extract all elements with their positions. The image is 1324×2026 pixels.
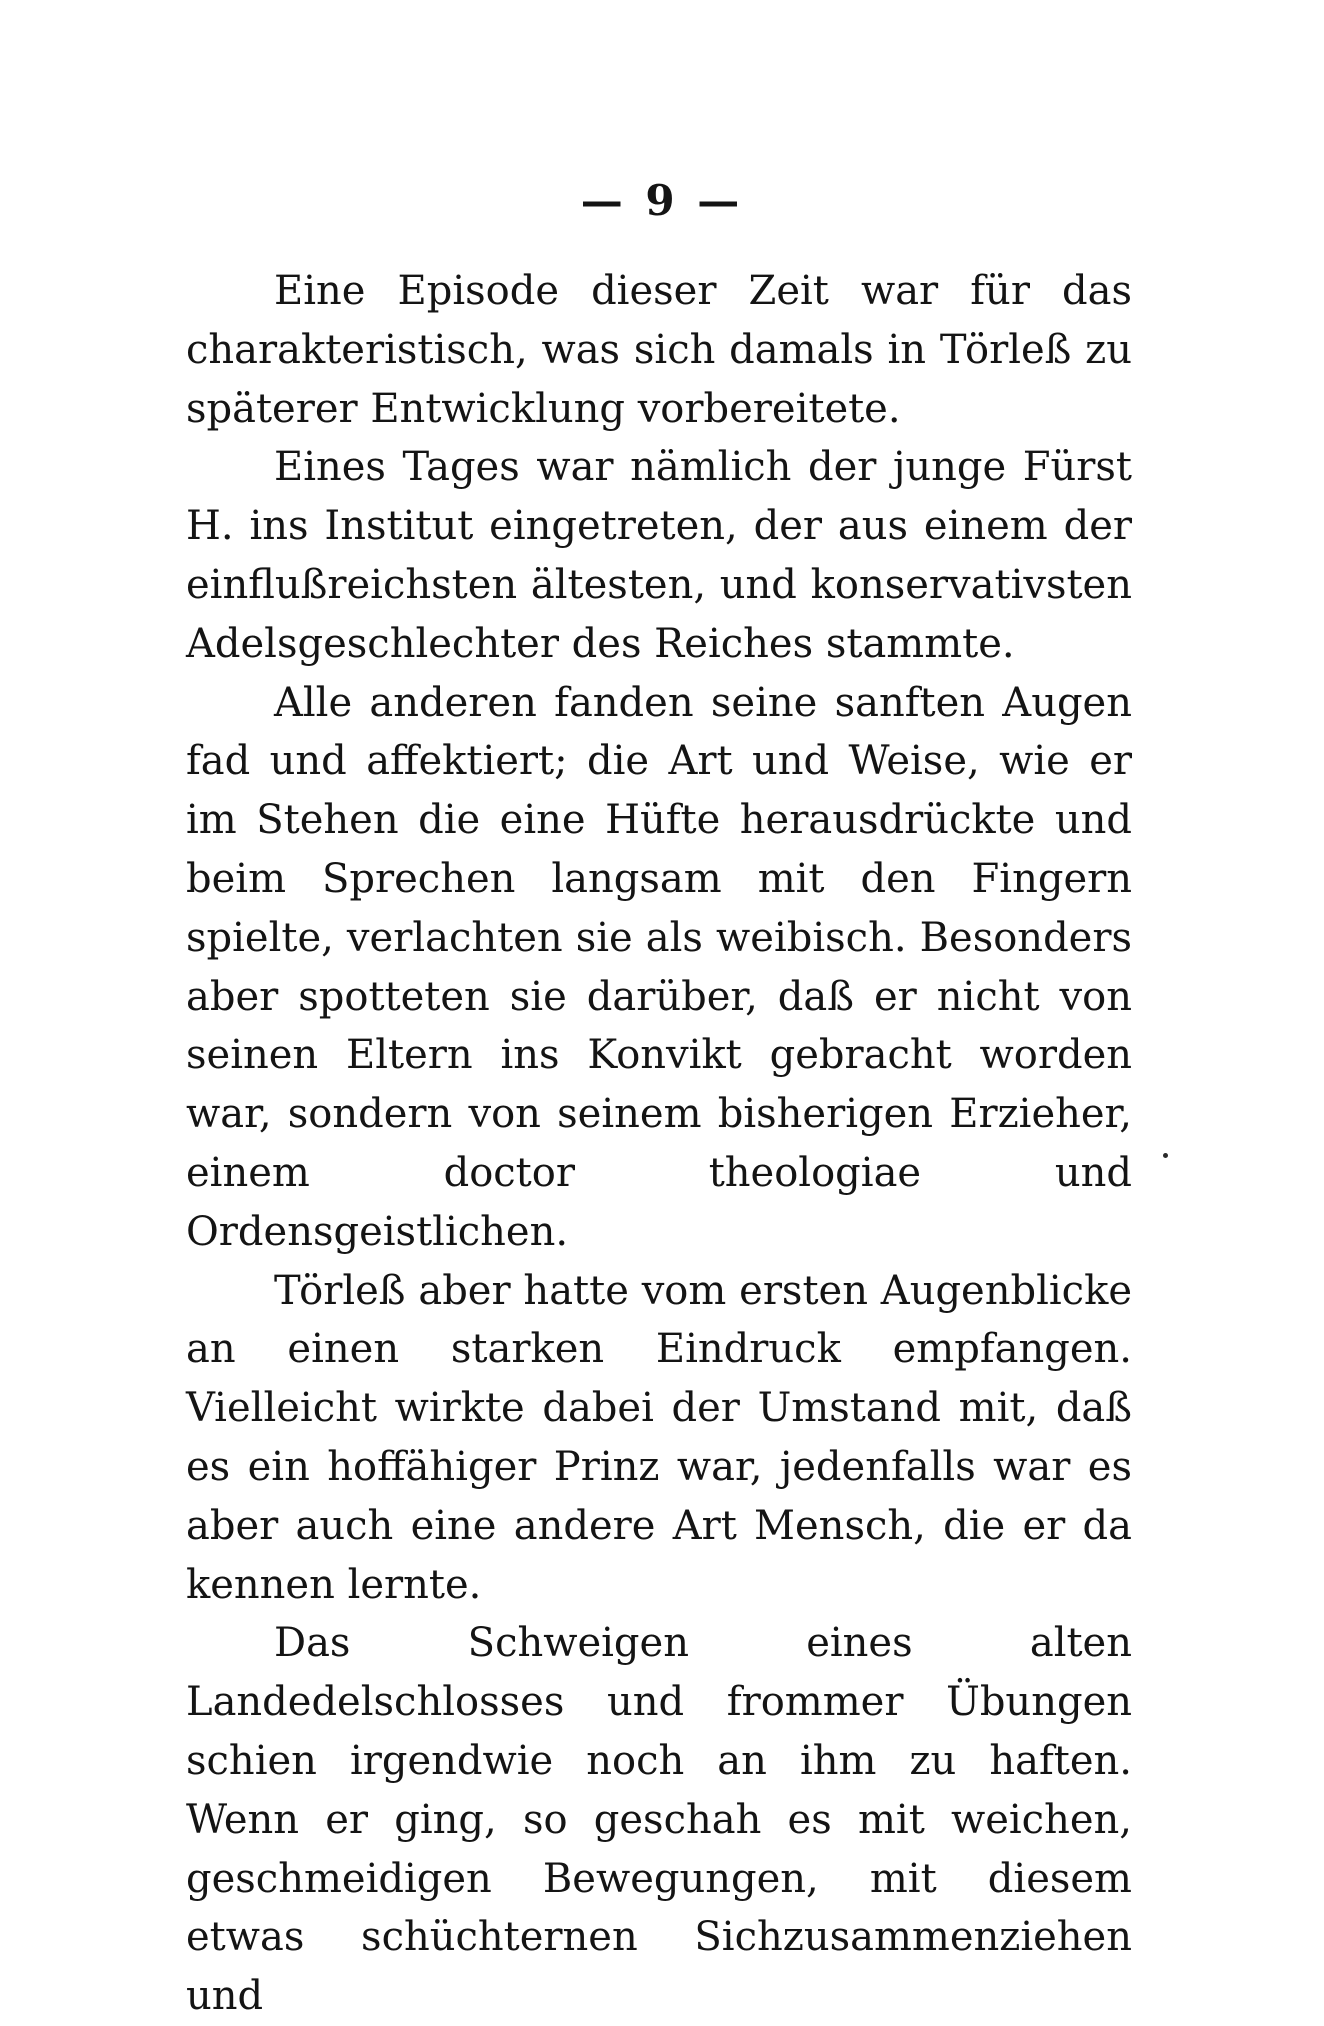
paragraph-3: Alle anderen fanden seine sanften Augen fad und affektiert; die Art und Weise, wie er im Stehen die eine Hüfte herausdrückte und beim Sprechen langsam mit den Fingern spielte, verlachten sie als weibisch. Besonders aber spotteten sie darüber, daß er nicht von seinen Eltern ins Konvikt gebracht worden war, sondern von seinem bisherigen Erzieher, einem doctor theologiae und Ordensgeistlichen. bbox=[186, 679, 1132, 1255]
paragraph-1: Eine Episode dieser Zeit war für das charakteristisch, was sich damals in Törleß zu späterer Entwicklung vorbereitete. bbox=[186, 268, 1132, 432]
paragraph-5: Das Schweigen eines alten Landedelschlosses und frommer Übungen schien irgendwie noch an ihm zu haften. Wenn er ging, so geschah es mit weichen, geschmeidigen Bewegungen, mit diesem etwas schüchternen Sichzusammenziehen und bbox=[186, 1620, 1132, 2020]
paragraph-4: Törleß aber hatte vom ersten Augenblicke an einen starken Eindruck empfangen. Vielleicht wirkte dabei der Umstand mit, daß es ein hoffähiger Prinz war, jedenfalls war es aber auch eine andere Art Mensch, die er da kennen lernte. bbox=[186, 1267, 1132, 1608]
ink-speck bbox=[1163, 1153, 1168, 1158]
body-text bbox=[186, 262, 1132, 2026]
paragraph-2: Eines Tages war nämlich der junge Fürst H. ins Institut eingetreten, der aus einem der einflußreichsten ältesten, und konservativsten Adelsgeschlechter des Reiches stammte. bbox=[186, 444, 1132, 667]
page-number: — 9 — bbox=[580, 176, 744, 225]
